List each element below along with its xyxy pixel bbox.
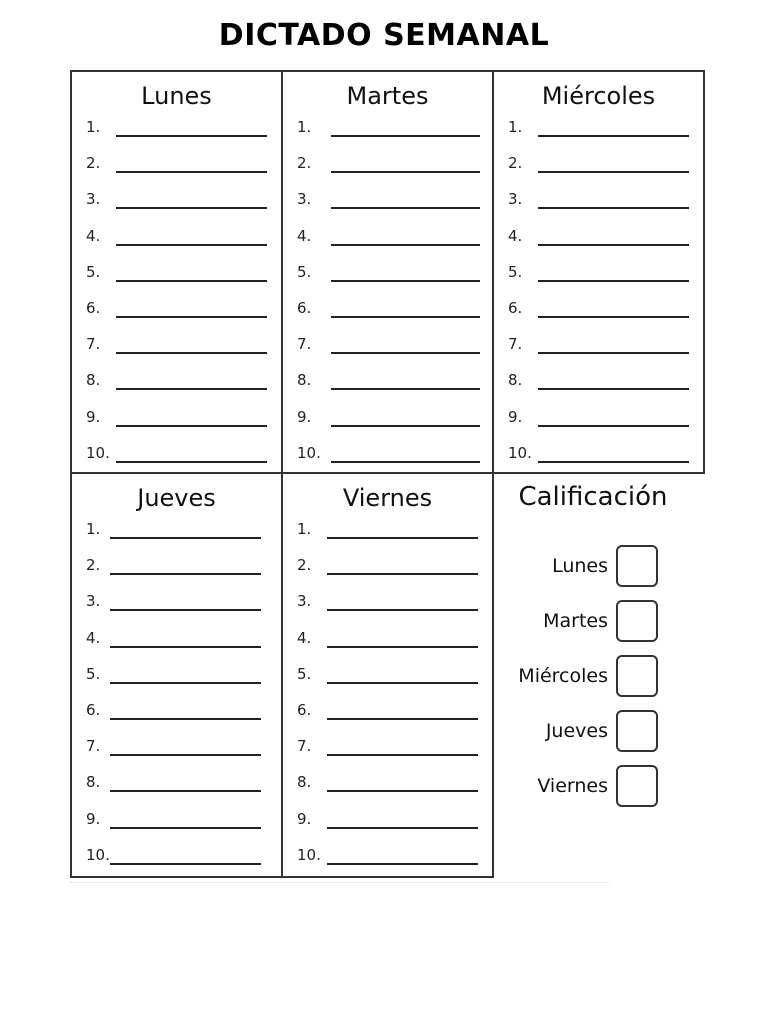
dictation-row [283, 733, 492, 769]
line-number: 8. [297, 773, 312, 792]
grade-box[interactable] [616, 545, 658, 587]
write-line[interactable] [538, 135, 689, 137]
dictation-row [72, 588, 281, 624]
write-line[interactable] [327, 646, 478, 648]
line-number: 5. [297, 262, 312, 281]
dictation-lines [72, 114, 281, 476]
write-line[interactable] [116, 207, 267, 209]
dictation-row [283, 440, 492, 476]
line-number: 3. [297, 190, 312, 209]
grading-row [520, 765, 670, 809]
line-number: 6. [86, 700, 101, 719]
bottom-divider [70, 882, 610, 883]
write-line[interactable] [538, 280, 689, 282]
line-number: 5. [508, 262, 523, 281]
dictation-row [72, 223, 281, 259]
dictation-row [494, 114, 703, 150]
dictation-row [494, 150, 703, 186]
dictation-row [494, 440, 703, 476]
line-number: 8. [297, 371, 312, 390]
grading-label: Viernes [537, 775, 608, 797]
grade-box[interactable] [616, 600, 658, 642]
write-line[interactable] [110, 718, 261, 720]
dictation-row [72, 186, 281, 222]
write-line[interactable] [538, 171, 689, 173]
write-line[interactable] [331, 461, 480, 463]
grading-row [520, 600, 670, 644]
line-number: 3. [86, 592, 101, 611]
dictation-row [283, 259, 492, 295]
dictation-row [72, 733, 281, 769]
line-number: 2. [86, 154, 101, 173]
line-number: 5. [86, 262, 101, 281]
grading-label: Martes [543, 610, 608, 632]
line-number: 7. [86, 737, 101, 756]
write-line[interactable] [110, 609, 261, 611]
grading-title: Calificación [518, 482, 668, 512]
day-cell-5 [281, 472, 494, 878]
write-line[interactable] [110, 754, 261, 756]
grade-box[interactable] [616, 710, 658, 752]
line-number: 10. [86, 845, 110, 864]
dictation-row [283, 552, 492, 588]
write-line[interactable] [110, 863, 261, 865]
dictation-row [72, 114, 281, 150]
write-line[interactable] [331, 244, 480, 246]
page-title: DICTADO SEMANAL [218, 18, 550, 53]
dictation-row [283, 150, 492, 186]
day-cell-2 [281, 70, 494, 474]
day-heading: Miércoles [541, 82, 656, 110]
write-line[interactable] [331, 425, 480, 427]
write-line[interactable] [331, 280, 480, 282]
dictation-row [283, 367, 492, 403]
dictation-row [72, 697, 281, 733]
line-number: 2. [86, 556, 101, 575]
write-line[interactable] [327, 827, 478, 829]
write-line[interactable] [538, 316, 689, 318]
write-line[interactable] [110, 827, 261, 829]
dictation-lines [283, 516, 492, 878]
line-number: 8. [86, 371, 101, 390]
day-heading: Jueves [137, 484, 216, 512]
write-line[interactable] [538, 207, 689, 209]
line-number: 10. [86, 443, 110, 462]
dictation-row [283, 223, 492, 259]
dictation-row [494, 186, 703, 222]
write-line[interactable] [331, 207, 480, 209]
dictation-lines [283, 114, 492, 476]
write-line[interactable] [116, 135, 267, 137]
grading-row [520, 710, 670, 754]
dictation-row [283, 186, 492, 222]
line-number: 2. [508, 154, 523, 173]
dictation-row [72, 661, 281, 697]
dictation-row [283, 697, 492, 733]
write-line[interactable] [116, 461, 267, 463]
line-number: 3. [508, 190, 523, 209]
write-line[interactable] [331, 352, 480, 354]
dictation-row [283, 842, 492, 878]
line-number: 9. [297, 809, 312, 828]
line-number: 9. [297, 407, 312, 426]
line-number: 6. [297, 700, 312, 719]
dictation-row [72, 806, 281, 842]
write-line[interactable] [327, 573, 478, 575]
write-line[interactable] [331, 135, 480, 137]
dictation-row [72, 552, 281, 588]
dictation-row [72, 516, 281, 552]
dictation-row [494, 331, 703, 367]
grading-label: Lunes [552, 555, 608, 577]
write-line[interactable] [116, 316, 267, 318]
grading-row [520, 545, 670, 589]
dictation-row [283, 625, 492, 661]
line-number: 7. [508, 335, 523, 354]
line-number: 4. [297, 226, 312, 245]
dictation-row [494, 259, 703, 295]
grade-box[interactable] [616, 655, 658, 697]
write-line[interactable] [110, 646, 261, 648]
dictation-row [494, 223, 703, 259]
dictation-row [283, 806, 492, 842]
line-number: 8. [508, 371, 523, 390]
dictation-row [72, 295, 281, 331]
dictation-row [283, 588, 492, 624]
line-number: 6. [297, 298, 312, 317]
dictation-row [494, 404, 703, 440]
write-line[interactable] [327, 790, 478, 792]
dictation-row [283, 661, 492, 697]
dictation-row [72, 367, 281, 403]
dictation-row [283, 114, 492, 150]
dictation-row [72, 404, 281, 440]
write-line[interactable] [116, 352, 267, 354]
write-line[interactable] [327, 718, 478, 720]
line-number: 1. [508, 118, 523, 136]
write-line[interactable] [538, 425, 689, 427]
dictation-row [283, 769, 492, 805]
write-line[interactable] [331, 171, 480, 173]
write-line[interactable] [538, 244, 689, 246]
dictation-row [494, 295, 703, 331]
dictation-row [283, 516, 492, 552]
grading-label: Jueves [545, 720, 608, 742]
line-number: 7. [297, 737, 312, 756]
write-line[interactable] [538, 352, 689, 354]
write-line[interactable] [327, 609, 478, 611]
line-number: 9. [508, 407, 523, 426]
write-line[interactable] [110, 573, 261, 575]
dictation-row [72, 842, 281, 878]
write-line[interactable] [538, 461, 689, 463]
line-number: 8. [86, 773, 101, 792]
write-line[interactable] [116, 244, 267, 246]
line-number: 4. [86, 226, 101, 245]
write-line[interactable] [116, 388, 267, 390]
line-number: 2. [297, 556, 312, 575]
line-number: 5. [297, 664, 312, 683]
write-line[interactable] [116, 280, 267, 282]
line-number: 2. [297, 154, 312, 173]
grading-label: Miércoles [518, 665, 608, 687]
write-line[interactable] [110, 790, 261, 792]
write-line[interactable] [327, 754, 478, 756]
line-number: 6. [86, 298, 101, 317]
write-line[interactable] [116, 425, 267, 427]
write-line[interactable] [110, 682, 261, 684]
day-cell-3 [492, 70, 705, 474]
line-number: 7. [297, 335, 312, 354]
line-number: 4. [86, 628, 101, 647]
dictation-row [283, 404, 492, 440]
line-number: 9. [86, 809, 101, 828]
day-cell-1 [70, 70, 283, 474]
line-number: 6. [508, 298, 523, 317]
line-number: 3. [86, 190, 101, 209]
write-line[interactable] [331, 388, 480, 390]
day-heading: Lunes [141, 82, 212, 110]
write-line[interactable] [327, 863, 478, 865]
line-number: 7. [86, 335, 101, 354]
write-line[interactable] [327, 537, 478, 539]
line-number: 10. [297, 845, 321, 864]
line-number: 3. [297, 592, 312, 611]
dictation-row [283, 295, 492, 331]
dictation-row [283, 331, 492, 367]
line-number: 4. [297, 628, 312, 647]
line-number: 10. [297, 443, 321, 462]
line-number: 5. [86, 664, 101, 683]
line-number: 1. [297, 118, 312, 136]
dictation-row [494, 367, 703, 403]
write-line[interactable] [538, 388, 689, 390]
line-number: 9. [86, 407, 101, 426]
line-number: 1. [86, 118, 101, 136]
dictation-lines [494, 114, 703, 476]
day-heading: Martes [346, 82, 429, 110]
dictation-row [72, 331, 281, 367]
day-heading: Viernes [342, 484, 433, 512]
grade-box[interactable] [616, 765, 658, 807]
dictation-row [72, 440, 281, 476]
dictation-row [72, 259, 281, 295]
write-line[interactable] [116, 171, 267, 173]
line-number: 1. [86, 520, 101, 538]
write-line[interactable] [110, 537, 261, 539]
write-line[interactable] [331, 316, 480, 318]
line-number: 4. [508, 226, 523, 245]
day-cell-4 [70, 472, 283, 878]
dictation-lines [72, 516, 281, 878]
dictation-row [72, 625, 281, 661]
line-number: 10. [508, 443, 532, 462]
write-line[interactable] [327, 682, 478, 684]
dictation-row [72, 150, 281, 186]
dictation-row [72, 769, 281, 805]
line-number: 1. [297, 520, 312, 538]
grading-row [520, 655, 670, 699]
